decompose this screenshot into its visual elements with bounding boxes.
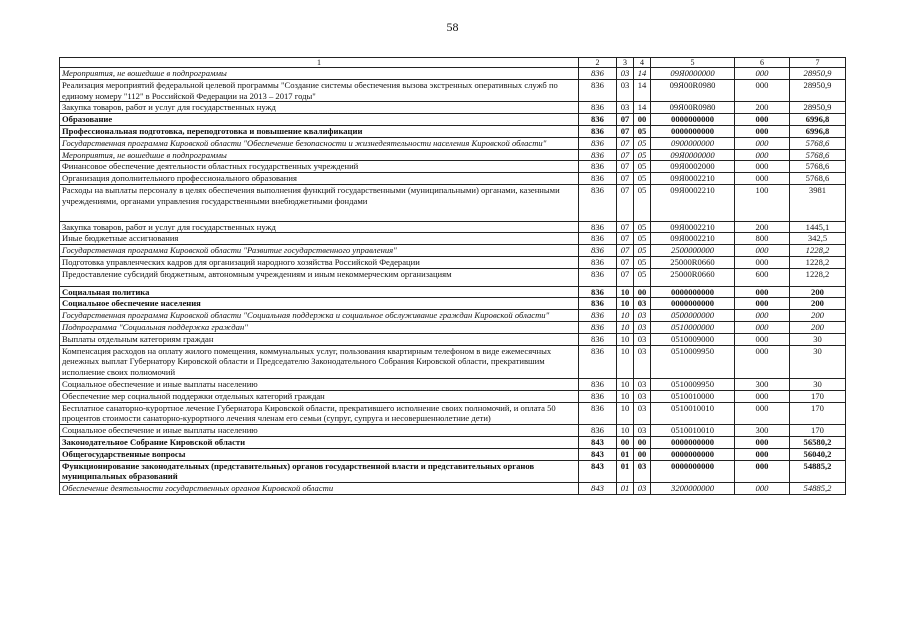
code-target-cell: 0000000000	[651, 114, 735, 126]
code-expense-type-cell: 000	[735, 286, 790, 298]
amount-cell: 5768,6	[790, 173, 846, 185]
code-section-cell: 07	[617, 233, 634, 245]
header-cell: 1	[60, 58, 579, 68]
table-row	[60, 233, 846, 245]
code-subsection-cell: 14	[634, 102, 651, 114]
code-subsection-cell: 00	[634, 436, 651, 448]
table-header-row	[60, 58, 846, 68]
code-section-cell: 07	[617, 161, 634, 173]
code-subsection-cell: 03	[634, 402, 651, 425]
row-name-cell: Компенсация расходов на оплату жилого помещения, коммунальных услуг, пользования квартирным телефоном в виде ежемесячных денежных выплат Губернатору Кировской области и Председателю Законодательного Собрания Кировской области, прекратившим исполнение своих полномочий	[60, 345, 579, 378]
code-admin-cell: 836	[579, 402, 617, 425]
row-name-cell: Социальное обеспечение и иные выплаты населению	[60, 378, 579, 390]
code-expense-type-cell: 000	[735, 402, 790, 425]
table-row	[60, 79, 846, 102]
code-admin-cell: 836	[579, 221, 617, 233]
table-row	[60, 68, 846, 80]
table-row	[60, 298, 846, 310]
code-section-cell: 10	[617, 378, 634, 390]
code-admin-cell: 836	[579, 173, 617, 185]
code-expense-type-cell: 000	[735, 68, 790, 80]
table-row	[60, 310, 846, 322]
code-target-cell: 09Я00R0980	[651, 79, 735, 102]
amount-cell: 170	[790, 425, 846, 437]
row-name-cell: Мероприятия, не вошедшие в подпрограммы	[60, 149, 579, 161]
code-admin-cell: 836	[579, 256, 617, 268]
code-subsection-cell: 05	[634, 245, 651, 257]
amount-cell: 170	[790, 402, 846, 425]
code-admin-cell: 836	[579, 184, 617, 221]
table-row	[60, 402, 846, 425]
amount-cell: 6996,8	[790, 125, 846, 137]
table-row	[60, 286, 846, 298]
code-subsection-cell: 00	[634, 114, 651, 126]
code-target-cell: 0900000000	[651, 137, 735, 149]
code-expense-type-cell: 000	[735, 321, 790, 333]
code-subsection-cell: 00	[634, 286, 651, 298]
row-name-cell: Расходы на выплаты персоналу в целях обеспечения выполнения функций государственными (муниципальными) органами, казенными учреждениями, органами управления государственными внебюджетными фондами	[60, 184, 579, 221]
code-subsection-cell: 05	[634, 221, 651, 233]
amount-cell: 3981	[790, 184, 846, 221]
table-row	[60, 333, 846, 345]
code-admin-cell: 836	[579, 333, 617, 345]
amount-cell: 5768,6	[790, 137, 846, 149]
table-row	[60, 245, 846, 257]
row-name-cell: Социальное обеспечение населения	[60, 298, 579, 310]
code-subsection-cell: 05	[634, 268, 651, 286]
code-expense-type-cell: 000	[735, 256, 790, 268]
code-expense-type-cell: 000	[735, 345, 790, 378]
code-section-cell: 07	[617, 184, 634, 221]
code-subsection-cell: 05	[634, 173, 651, 185]
code-subsection-cell: 05	[634, 184, 651, 221]
code-expense-type-cell: 100	[735, 184, 790, 221]
code-section-cell: 01	[617, 448, 634, 460]
code-section-cell: 03	[617, 102, 634, 114]
code-expense-type-cell: 000	[735, 125, 790, 137]
table-row	[60, 436, 846, 448]
code-section-cell: 10	[617, 310, 634, 322]
code-subsection-cell: 00	[634, 448, 651, 460]
code-expense-type-cell: 000	[735, 298, 790, 310]
amount-cell: 6996,8	[790, 114, 846, 126]
header-cell: 5	[651, 58, 735, 68]
code-admin-cell: 836	[579, 161, 617, 173]
code-admin-cell: 843	[579, 460, 617, 483]
code-section-cell: 10	[617, 321, 634, 333]
amount-cell: 1228,2	[790, 245, 846, 257]
code-section-cell: 01	[617, 483, 634, 495]
code-expense-type-cell: 000	[735, 173, 790, 185]
code-section-cell: 07	[617, 245, 634, 257]
code-admin-cell: 836	[579, 233, 617, 245]
code-admin-cell: 836	[579, 425, 617, 437]
code-subsection-cell: 05	[634, 137, 651, 149]
amount-cell: 54885,2	[790, 460, 846, 483]
code-target-cell: 0510010010	[651, 402, 735, 425]
code-section-cell: 07	[617, 114, 634, 126]
row-name-cell: Предоставление субсидий бюджетным, автономным учреждениям и иным некоммерческим организациям	[60, 268, 579, 286]
code-section-cell: 03	[617, 79, 634, 102]
code-section-cell: 07	[617, 221, 634, 233]
row-name-cell: Социальное обеспечение и иные выплаты населению	[60, 425, 579, 437]
code-admin-cell: 836	[579, 102, 617, 114]
code-expense-type-cell: 600	[735, 268, 790, 286]
amount-cell: 56040,2	[790, 448, 846, 460]
row-name-cell: Подготовка управленческих кадров для организаций народного хозяйства Российской Федерации	[60, 256, 579, 268]
code-target-cell: 09Я0002210	[651, 173, 735, 185]
code-section-cell: 00	[617, 436, 634, 448]
row-name-cell: Социальная политика	[60, 286, 579, 298]
row-name-cell: Организация дополнительного профессионального образования	[60, 173, 579, 185]
amount-cell: 5768,6	[790, 149, 846, 161]
header-cell: 7	[790, 58, 846, 68]
code-subsection-cell: 03	[634, 298, 651, 310]
code-target-cell: 09Я0002210	[651, 184, 735, 221]
code-expense-type-cell: 200	[735, 102, 790, 114]
amount-cell: 28950,9	[790, 102, 846, 114]
row-name-cell: Обеспечение деятельности государственных органов Кировской области	[60, 483, 579, 495]
code-target-cell: 0000000000	[651, 298, 735, 310]
amount-cell: 342,5	[790, 233, 846, 245]
code-section-cell: 01	[617, 460, 634, 483]
code-subsection-cell: 03	[634, 345, 651, 378]
code-subsection-cell: 03	[634, 390, 651, 402]
code-expense-type-cell: 000	[735, 114, 790, 126]
amount-cell: 54885,2	[790, 483, 846, 495]
code-subsection-cell: 03	[634, 483, 651, 495]
header-cell: 2	[579, 58, 617, 68]
code-section-cell: 07	[617, 149, 634, 161]
code-expense-type-cell: 000	[735, 149, 790, 161]
code-target-cell: 0510009000	[651, 333, 735, 345]
code-target-cell: 0000000000	[651, 436, 735, 448]
page-number: 58	[446, 20, 459, 34]
code-section-cell: 10	[617, 402, 634, 425]
code-section-cell: 07	[617, 137, 634, 149]
code-expense-type-cell: 800	[735, 233, 790, 245]
header-cell: 4	[634, 58, 651, 68]
code-subsection-cell: 05	[634, 233, 651, 245]
amount-cell: 200	[790, 298, 846, 310]
code-admin-cell: 836	[579, 321, 617, 333]
code-target-cell: 0000000000	[651, 286, 735, 298]
table-row	[60, 221, 846, 233]
row-name-cell: Государственная программа Кировской области "Социальная поддержка и социальное обслуживание граждан Кировской области"	[60, 310, 579, 322]
code-admin-cell: 836	[579, 79, 617, 102]
code-admin-cell: 836	[579, 137, 617, 149]
code-target-cell: 0000000000	[651, 125, 735, 137]
amount-cell: 30	[790, 333, 846, 345]
code-expense-type-cell: 000	[735, 245, 790, 257]
amount-cell: 1445,1	[790, 221, 846, 233]
header-cell: 6	[735, 58, 790, 68]
table-row	[60, 102, 846, 114]
code-section-cell: 10	[617, 333, 634, 345]
table-row	[60, 161, 846, 173]
code-target-cell: 09Я0002210	[651, 221, 735, 233]
table-row	[60, 321, 846, 333]
code-subsection-cell: 05	[634, 125, 651, 137]
amount-cell: 5768,6	[790, 161, 846, 173]
code-target-cell: 09Я0000000	[651, 149, 735, 161]
code-expense-type-cell: 300	[735, 378, 790, 390]
row-name-cell: Образование	[60, 114, 579, 126]
row-name-cell: Иные бюджетные ассигнования	[60, 233, 579, 245]
table-row	[60, 256, 846, 268]
code-target-cell: 09Я0000000	[651, 68, 735, 80]
code-expense-type-cell: 000	[735, 448, 790, 460]
table-row	[60, 149, 846, 161]
code-target-cell: 0000000000	[651, 460, 735, 483]
code-section-cell: 07	[617, 173, 634, 185]
code-expense-type-cell: 000	[735, 161, 790, 173]
code-admin-cell: 836	[579, 345, 617, 378]
code-target-cell: 0510010010	[651, 425, 735, 437]
amount-cell: 1228,2	[790, 268, 846, 286]
row-name-cell: Закупка товаров, работ и услуг для государственных нужд	[60, 221, 579, 233]
amount-cell: 30	[790, 345, 846, 378]
code-subsection-cell: 03	[634, 425, 651, 437]
table-row	[60, 378, 846, 390]
table-row	[60, 173, 846, 185]
code-subsection-cell: 03	[634, 378, 651, 390]
budget-table	[59, 57, 846, 495]
amount-cell: 30	[790, 378, 846, 390]
code-admin-cell: 836	[579, 310, 617, 322]
amount-cell: 200	[790, 321, 846, 333]
code-admin-cell: 836	[579, 245, 617, 257]
row-name-cell: Мероприятия, не вошедшие в подпрограммы	[60, 68, 579, 80]
row-name-cell: Закупка товаров, работ и услуг для государственных нужд	[60, 102, 579, 114]
code-target-cell: 0000000000	[651, 448, 735, 460]
code-section-cell: 10	[617, 390, 634, 402]
code-target-cell: 0500000000	[651, 310, 735, 322]
code-admin-cell: 836	[579, 378, 617, 390]
code-target-cell: 09Я0002000	[651, 161, 735, 173]
code-expense-type-cell: 000	[735, 483, 790, 495]
code-admin-cell: 836	[579, 125, 617, 137]
row-name-cell: Выплаты отдельным категориям граждан	[60, 333, 579, 345]
code-target-cell: 25000R0660	[651, 256, 735, 268]
row-name-cell: Государственная программа Кировской области "Обеспечение безопасности и жизнедеятельности населения Кировской области"	[60, 137, 579, 149]
code-section-cell: 10	[617, 286, 634, 298]
table-row	[60, 125, 846, 137]
code-admin-cell: 843	[579, 436, 617, 448]
code-expense-type-cell: 000	[735, 79, 790, 102]
code-subsection-cell: 03	[634, 460, 651, 483]
code-expense-type-cell: 200	[735, 221, 790, 233]
code-target-cell: 25000R0660	[651, 268, 735, 286]
row-name-cell: Бесплатное санаторно-курортное лечение Губернатора Кировской области, прекратившего исполнение своих полномочий, и оплата 50 процентов стоимости санаторно-курортного лечения членам его семьи (супруг, супруга и несовершеннолетние дети)	[60, 402, 579, 425]
code-target-cell: 2500000000	[651, 245, 735, 257]
row-name-cell: Функционирование законодательных (представительных) органов государственной власти и представительных органов муниципальных образований	[60, 460, 579, 483]
table-row	[60, 345, 846, 378]
amount-cell: 170	[790, 390, 846, 402]
code-subsection-cell: 05	[634, 161, 651, 173]
code-subsection-cell: 03	[634, 310, 651, 322]
row-name-cell: Подпрограмма "Социальная поддержка граждан"	[60, 321, 579, 333]
code-admin-cell: 836	[579, 298, 617, 310]
code-admin-cell: 836	[579, 149, 617, 161]
code-section-cell: 10	[617, 298, 634, 310]
code-subsection-cell: 03	[634, 321, 651, 333]
code-target-cell: 09Я0002210	[651, 233, 735, 245]
code-expense-type-cell: 000	[735, 436, 790, 448]
table-row	[60, 114, 846, 126]
code-target-cell: 09Я00R0980	[651, 102, 735, 114]
amount-cell: 28950,9	[790, 68, 846, 80]
code-admin-cell: 836	[579, 286, 617, 298]
row-name-cell: Общегосударственные вопросы	[60, 448, 579, 460]
table-row	[60, 460, 846, 483]
table-row	[60, 425, 846, 437]
table-row	[60, 448, 846, 460]
code-expense-type-cell: 000	[735, 460, 790, 483]
amount-cell: 200	[790, 310, 846, 322]
table-row	[60, 268, 846, 286]
code-expense-type-cell: 000	[735, 390, 790, 402]
code-target-cell: 3200000000	[651, 483, 735, 495]
code-section-cell: 07	[617, 268, 634, 286]
code-target-cell: 0510009950	[651, 345, 735, 378]
code-subsection-cell: 14	[634, 79, 651, 102]
code-subsection-cell: 05	[634, 149, 651, 161]
code-subsection-cell: 14	[634, 68, 651, 80]
row-name-cell: Финансовое обеспечение деятельности областных государственных учреждений	[60, 161, 579, 173]
code-admin-cell: 836	[579, 268, 617, 286]
code-admin-cell: 836	[579, 114, 617, 126]
code-admin-cell: 836	[579, 68, 617, 80]
code-admin-cell: 843	[579, 483, 617, 495]
code-expense-type-cell: 300	[735, 425, 790, 437]
code-section-cell: 07	[617, 256, 634, 268]
row-name-cell: Реализация мероприятий федеральной целевой программы "Создание системы обеспечения вызова экстренных оперативных служб по единому номеру "112" в Российской Федерации на 2013 – 2017 годы"	[60, 79, 579, 102]
row-name-cell: Профессиональная подготовка, переподготовка и повышение квалификации	[60, 125, 579, 137]
code-admin-cell: 843	[579, 448, 617, 460]
code-section-cell: 03	[617, 68, 634, 80]
row-name-cell: Государственная программа Кировской области "Развитие государственного управления"	[60, 245, 579, 257]
amount-cell: 56580,2	[790, 436, 846, 448]
code-target-cell: 0510009950	[651, 378, 735, 390]
amount-cell: 28950,9	[790, 79, 846, 102]
code-expense-type-cell: 000	[735, 137, 790, 149]
code-subsection-cell: 05	[634, 256, 651, 268]
code-section-cell: 07	[617, 125, 634, 137]
code-section-cell: 10	[617, 345, 634, 378]
code-target-cell: 0510010000	[651, 390, 735, 402]
row-name-cell: Законодательное Собрание Кировской области	[60, 436, 579, 448]
code-expense-type-cell: 000	[735, 333, 790, 345]
table-row	[60, 137, 846, 149]
table-row	[60, 483, 846, 495]
code-admin-cell: 836	[579, 390, 617, 402]
code-section-cell: 10	[617, 425, 634, 437]
code-target-cell: 0510000000	[651, 321, 735, 333]
header-cell: 3	[617, 58, 634, 68]
amount-cell: 1228,2	[790, 256, 846, 268]
amount-cell: 200	[790, 286, 846, 298]
table-row	[60, 390, 846, 402]
row-name-cell: Обеспечение мер социальной поддержки отдельных категорий граждан	[60, 390, 579, 402]
code-subsection-cell: 03	[634, 333, 651, 345]
code-expense-type-cell: 000	[735, 310, 790, 322]
table-row	[60, 184, 846, 221]
